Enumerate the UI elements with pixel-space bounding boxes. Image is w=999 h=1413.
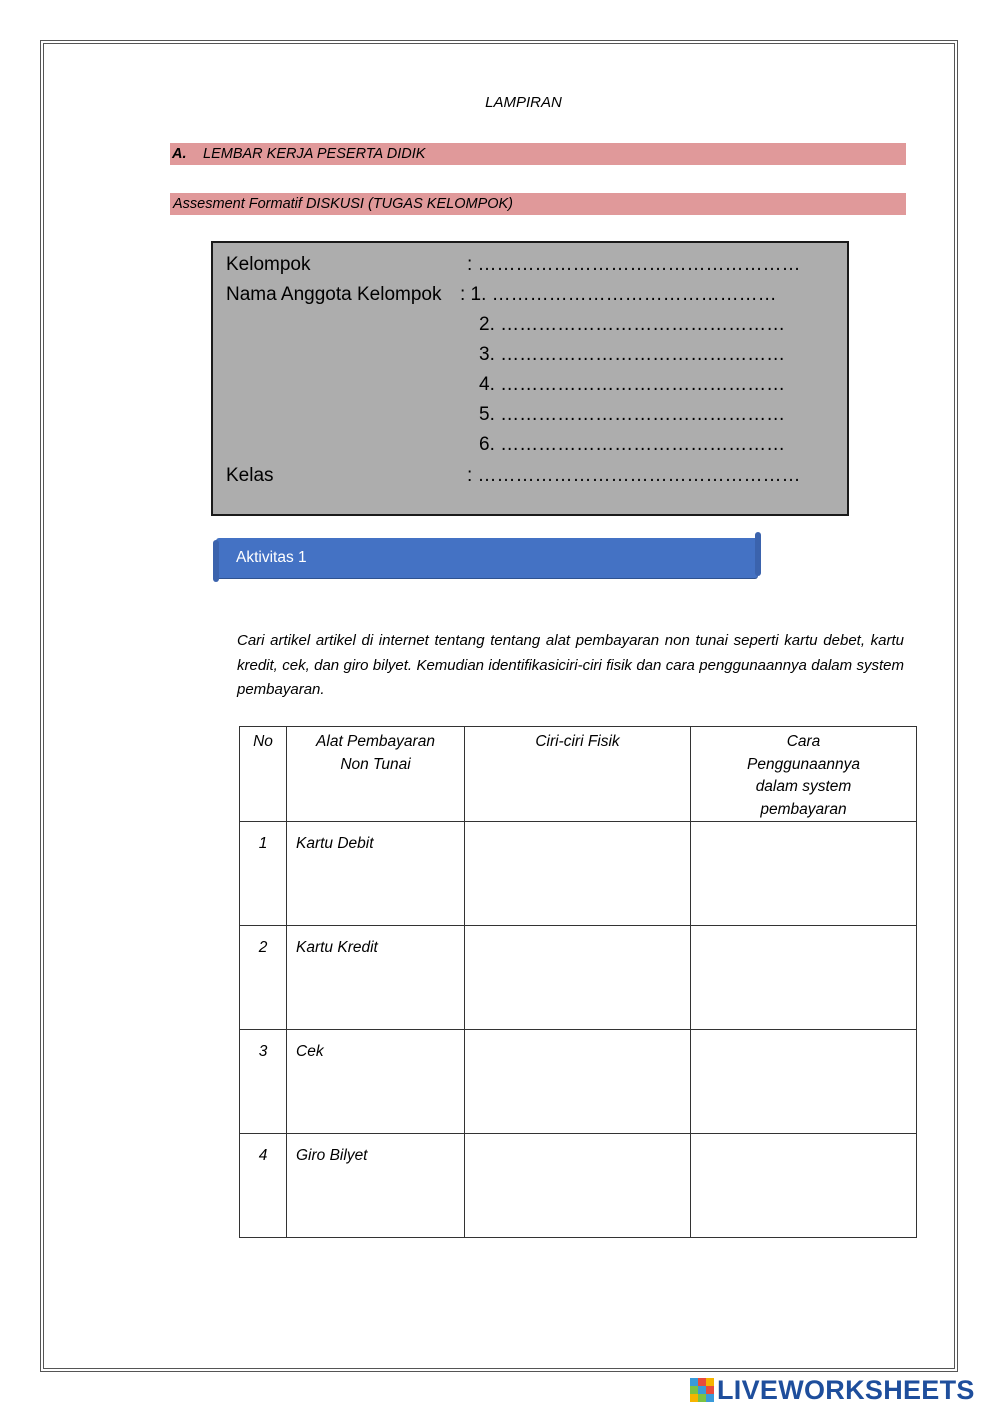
header-cara — [691, 727, 917, 822]
row-no: 4 — [240, 1134, 287, 1238]
ciri-cell[interactable] — [465, 1134, 691, 1238]
header-alat — [287, 727, 465, 822]
header-ciri: Ciri-ciri Fisik — [465, 727, 691, 822]
row-item: Cek — [287, 1030, 465, 1134]
anggota-label: Nama Anggota Kelompok — [226, 284, 442, 305]
header-cara-line4: pembayaran — [760, 800, 847, 818]
header-alat-line1: Alat Pembayaran — [316, 733, 435, 750]
payment-table — [239, 726, 917, 1238]
section-a-heading — [170, 143, 906, 165]
anggota-field-1[interactable]: : 1. ……………………………………… — [460, 284, 777, 305]
row-item: Giro Bilyet — [287, 1134, 465, 1238]
kelas-field[interactable]: : …………………………………………… — [467, 465, 801, 486]
ciri-cell[interactable] — [465, 926, 691, 1030]
liveworksheets-logo — [690, 1374, 975, 1406]
table-row — [240, 926, 917, 1030]
table-row — [240, 1134, 917, 1238]
anggota-field-6[interactable]: 6. ……………………………………… — [479, 434, 786, 455]
activity-banner — [216, 538, 758, 578]
row-item: Kartu Debit — [287, 822, 465, 926]
ciri-cell[interactable] — [465, 822, 691, 926]
row-no: 1 — [240, 822, 287, 926]
assessment-heading — [170, 193, 906, 215]
header-alat-line2: Non Tunai — [340, 755, 411, 773]
table-row — [240, 1030, 917, 1134]
logo-mark-icon — [690, 1378, 714, 1402]
kelas-label: Kelas — [226, 465, 274, 486]
row-item: Kartu Kredit — [287, 926, 465, 1030]
anggota-field-3[interactable]: 3. ……………………………………… — [479, 344, 786, 365]
ciri-cell[interactable] — [465, 1030, 691, 1134]
cara-cell[interactable] — [691, 1030, 917, 1134]
cara-cell[interactable] — [691, 926, 917, 1030]
activity-label: Aktivitas 1 — [236, 549, 307, 566]
header-cara-line2: Penggunaannya — [747, 755, 860, 773]
instructions-paragraph: Cari artikel artikel di internet tentang tentang alat pembayaran non tunai seperti kartu debet, kartu kredit, cek, dan giro bilyet. Kemudian identifikasiciri-ciri fisik dan cara penggunaannya dalam system pembayaran. — [237, 632, 904, 698]
assessment-text: Assesment Formatif DISKUSI (TUGAS KELOMPOK) — [173, 196, 514, 212]
scroll-left-edge — [213, 540, 219, 582]
header-cara-line3: dalam system — [755, 778, 852, 795]
anggota-field-2[interactable]: 2. ……………………………………… — [479, 314, 786, 335]
brand-text: LIVEWORKSHEETS — [717, 1374, 975, 1405]
row-no: 2 — [240, 926, 287, 1030]
page-title: LAMPIRAN — [485, 94, 562, 111]
kelompok-label: Kelompok — [226, 254, 311, 275]
header-cara-line1: Cara — [786, 733, 821, 750]
row-no: 3 — [240, 1030, 287, 1134]
header-no: No — [240, 727, 287, 822]
section-letter: A. — [172, 146, 187, 162]
anggota-field-4[interactable]: 4. ……………………………………… — [479, 374, 786, 395]
table-header-row — [240, 727, 917, 822]
group-identity-box — [211, 241, 849, 516]
table-row — [240, 822, 917, 926]
section-title: LEMBAR KERJA PESERTA DIDIK — [203, 146, 426, 162]
scroll-right-edge — [755, 532, 761, 576]
kelompok-field[interactable]: : …………………………………………… — [467, 254, 801, 275]
anggota-field-5[interactable]: 5. ……………………………………… — [479, 404, 786, 425]
cara-cell[interactable] — [691, 1134, 917, 1238]
cara-cell[interactable] — [691, 822, 917, 926]
